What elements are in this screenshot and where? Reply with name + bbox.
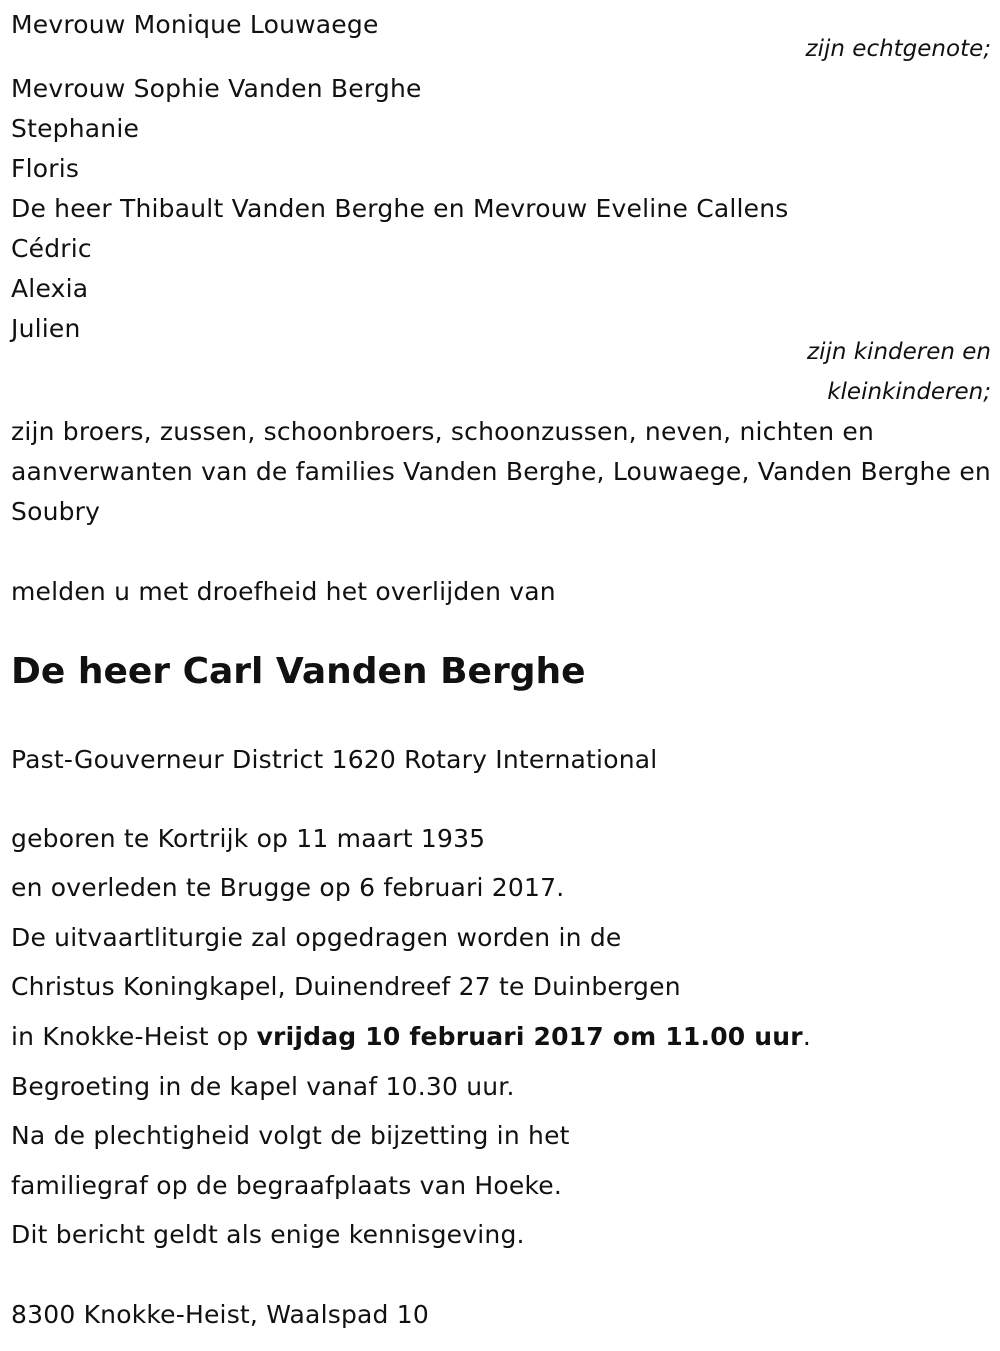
funeral-date-time: vrijdag 10 februari 2017 om 11.00 uur — [256, 1022, 803, 1051]
burial-line-1: Na de plechtigheid volgt de bijzetting in het — [11, 1121, 570, 1150]
child-name: De heer Thibault Vanden Berghe en Mevrouw Eveline Callens — [11, 194, 789, 223]
family-paragraph: zijn broers, zussen, schoonbroers, schoonzussen, neven, nichten en aanverwanten van de families Vanden Berghe, Louwaege, Vanden Berghe en Soubry — [11, 417, 991, 526]
funeral-datetime-line — [11, 1021, 811, 1053]
place-prefix: in Knokke-Heist op — [11, 1022, 257, 1051]
child-name: Stephanie — [11, 114, 140, 143]
spouse-name: Mevrouw Monique Louwaege — [11, 10, 379, 39]
death-line: en overleden te Brugge op 6 februari 2017. — [11, 873, 565, 902]
child-name: Julien — [11, 314, 81, 343]
child-name: Floris — [11, 154, 80, 183]
burial-line-2: familiegraf op de begraafplaats van Hoeke. — [11, 1171, 562, 1200]
liturgy-line: De uitvaartliturgie zal opgedragen worden in de — [11, 923, 622, 952]
children-relation-line2: kleinkinderen; — [827, 379, 991, 405]
birth-line: geboren te Kortrijk op 11 maart 1935 — [11, 824, 486, 853]
chapel-line: Christus Koningkapel, Duinendreef 27 te Duinbergen — [11, 972, 681, 1001]
deceased-title: Past-Gouverneur District 1620 Rotary International — [11, 745, 658, 774]
deceased-name-heading: De heer Carl Vanden Berghe — [11, 651, 586, 692]
address-line: 8300 Knokke-Heist, Waalspad 10 — [11, 1300, 429, 1329]
place-suffix: . — [802, 1022, 811, 1051]
announcement-text: melden u met droefheid het overlijden van — [11, 577, 556, 606]
child-name: Alexia — [11, 274, 89, 303]
child-name: Cédric — [11, 234, 92, 263]
children-relation-line1: zijn kinderen en — [807, 339, 991, 365]
notice-line: Dit bericht geldt als enige kennisgeving. — [11, 1220, 525, 1249]
greeting-line: Begroeting in de kapel vanaf 10.30 uur. — [11, 1072, 515, 1101]
child-name: Mevrouw Sophie Vanden Berghe — [11, 74, 422, 103]
spouse-relation: zijn echtgenote; — [805, 36, 991, 62]
